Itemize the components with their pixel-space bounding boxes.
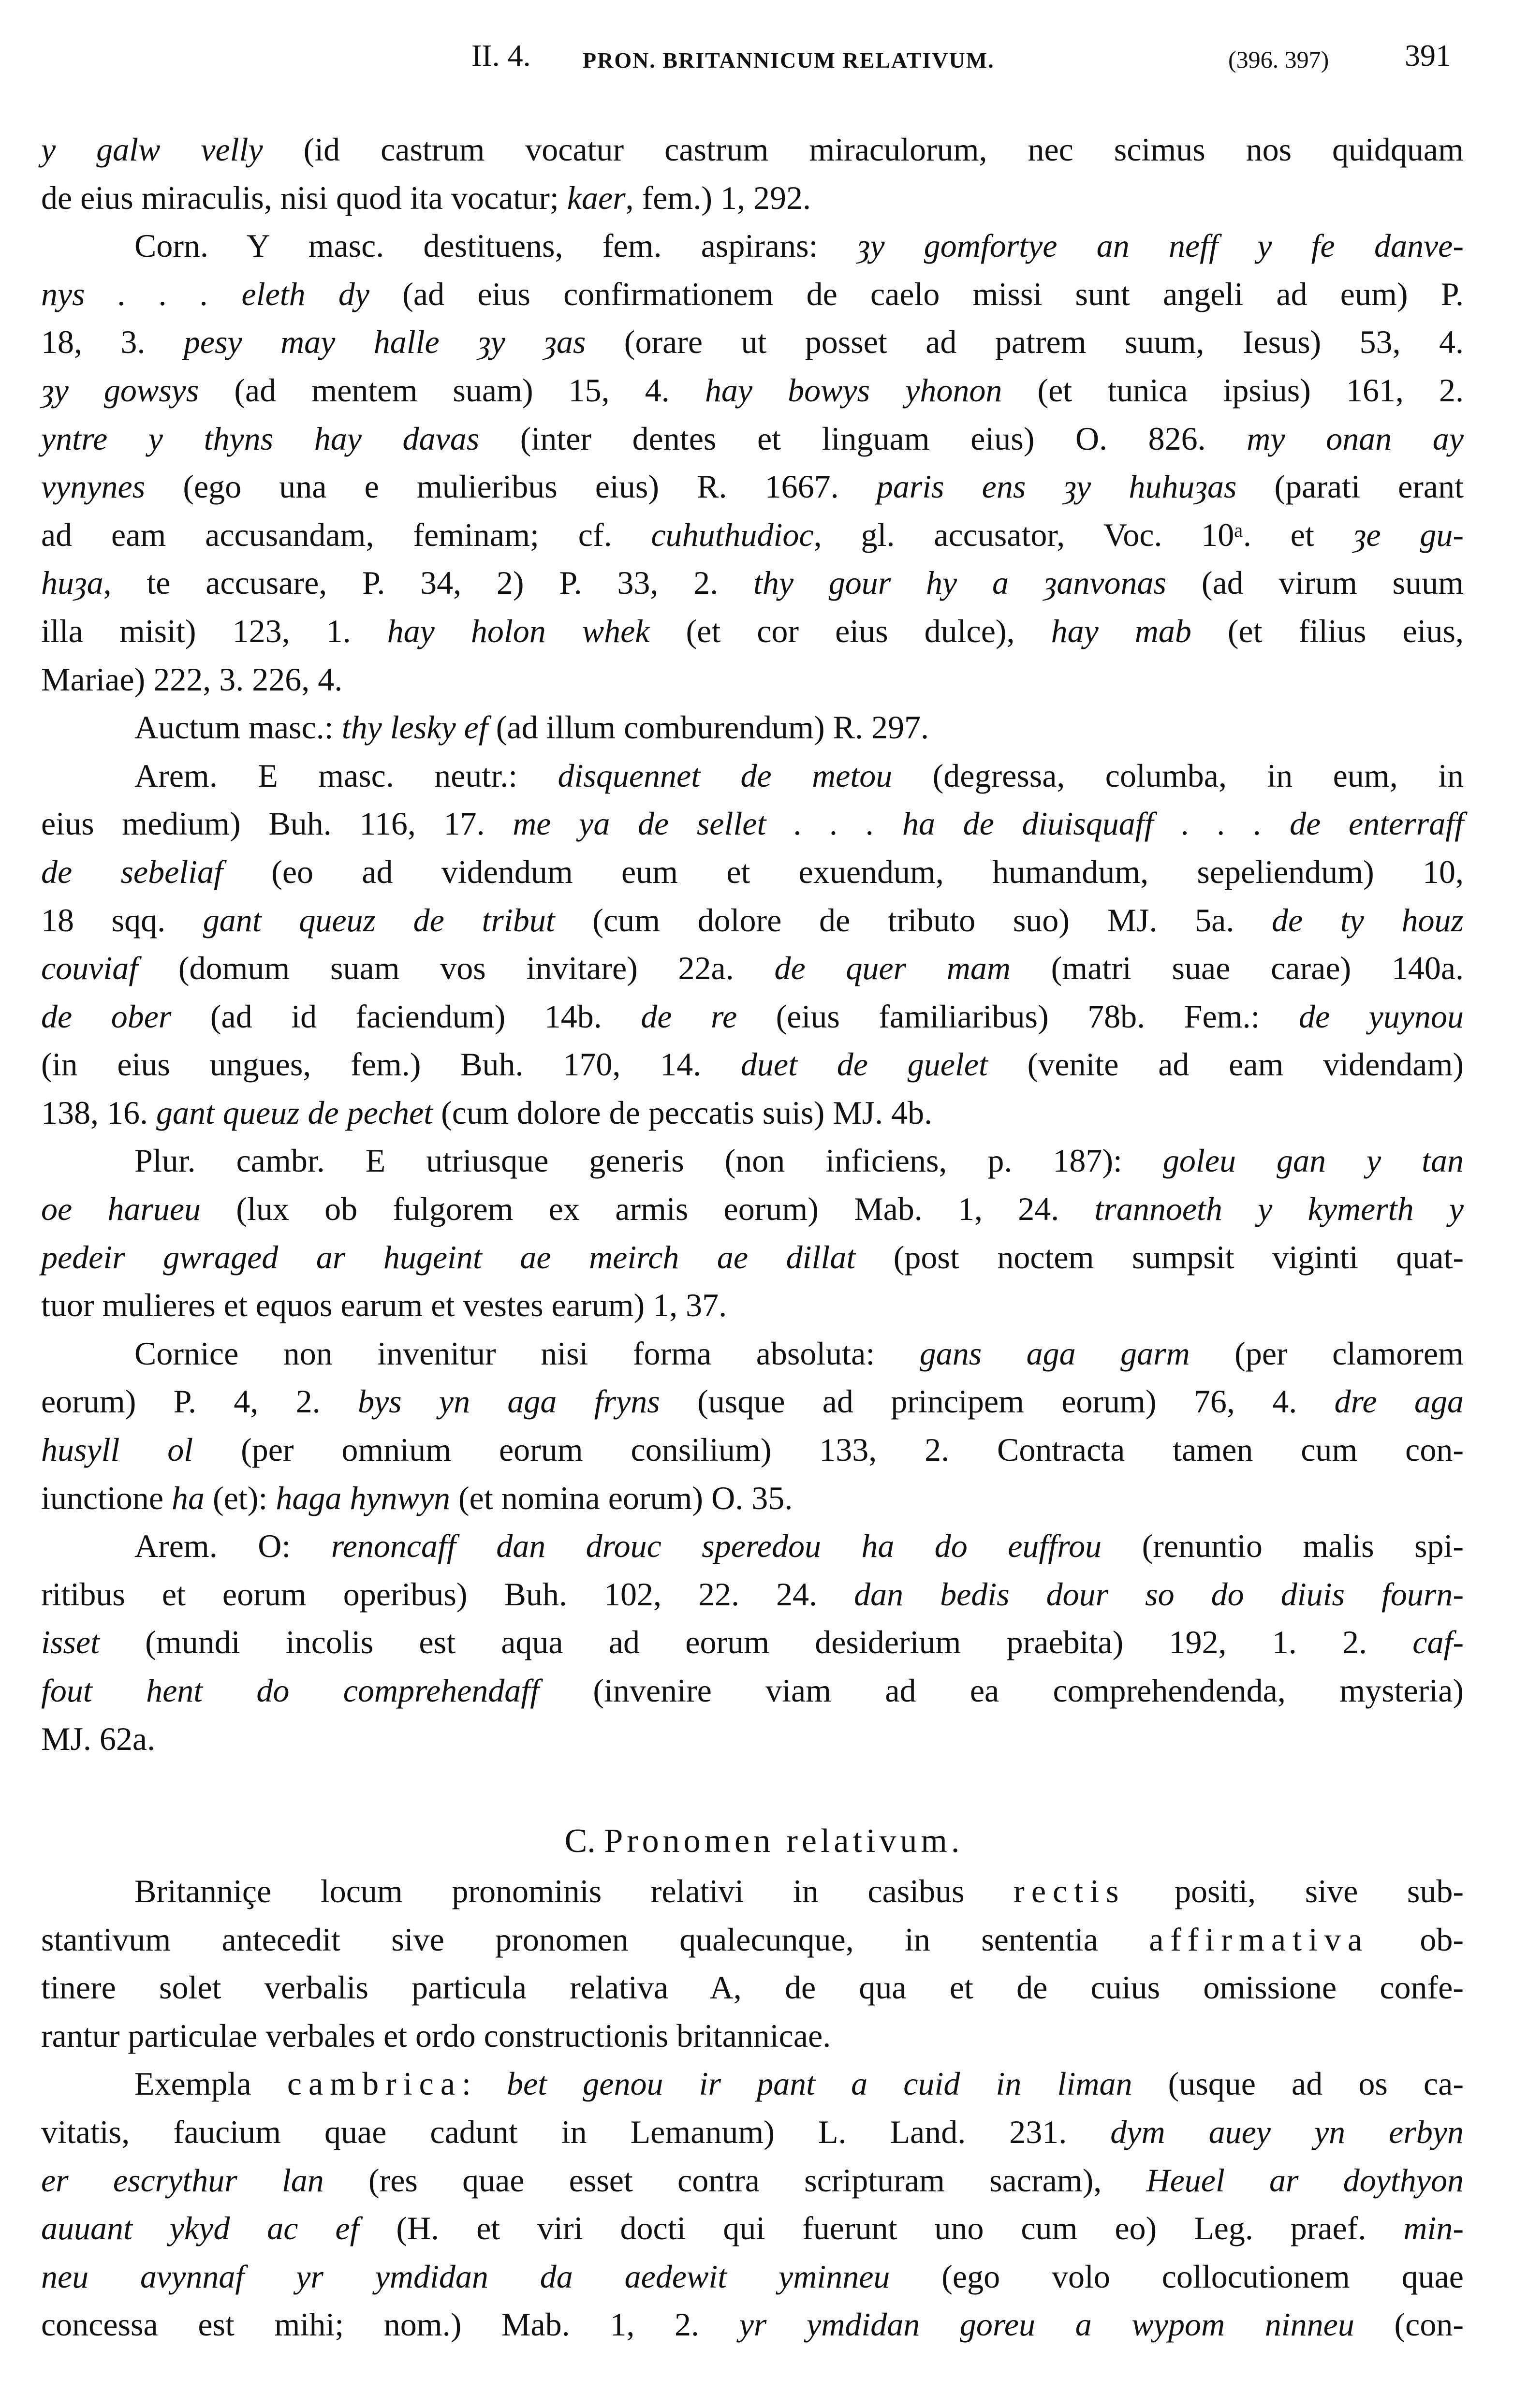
text-line <box>41 367 1464 415</box>
latin-text: vitatis, faucium quae cadunt in Lemanum) L. Land. 231. <box>41 2113 1111 2150</box>
welsh-breton-example: er escrythur lan <box>41 2161 324 2199</box>
welsh-breton-example: pedeir gwraged ar hugeint ae meirch ae dillat <box>41 1238 856 1276</box>
welsh-breton-example: fout hent do comprehendaff <box>41 1672 540 1709</box>
welsh-breton-example: hay holon whek <box>387 612 650 649</box>
welsh-breton-example: goleu gan y tan <box>1162 1142 1464 1179</box>
latin-text: (eius familiaribus) 78b. Fem.: <box>737 998 1299 1035</box>
text-line <box>41 1426 1464 1474</box>
spaced-emphasis: affirmativa <box>1149 1921 1369 1958</box>
text-line <box>41 1378 1464 1426</box>
latin-text: (per omnium eorum consilium) 133, 2. Contracta tamen cum con- <box>193 1431 1464 1468</box>
latin-text: ob- <box>1369 1921 1464 1958</box>
section-letter: C. <box>564 1822 596 1860</box>
latin-text: de eius miraculis, nisi quod ita vocatur; <box>41 179 567 216</box>
latin-text: (post noctem sumpsit viginti quat- <box>855 1238 1464 1276</box>
latin-text: Plur. cambr. E utriusque generis (non inficiens, p. 187): <box>134 1142 1163 1179</box>
text-line <box>41 318 1464 367</box>
welsh-breton-example: thy gour hy a ȝanvonas <box>753 564 1167 602</box>
text-line <box>41 1867 1464 1916</box>
latin-text: (in eius ungues, fem.) Buh. 170, 14. <box>41 1046 741 1083</box>
latin-text: (usque ad principem eorum) 76, 4. <box>660 1383 1335 1420</box>
latin-text: 18 sqq. <box>41 901 203 939</box>
text-line <box>41 2301 1464 2349</box>
section-heading <box>0 1817 1528 1865</box>
latin-text: (inter dentes et linguam eius) O. 826. <box>479 420 1247 457</box>
latin-text: (ad virum suum <box>1166 564 1464 602</box>
latin-text: (per clamorem <box>1190 1335 1464 1372</box>
text-line <box>41 848 1464 896</box>
welsh-breton-example: de yuynou <box>1298 998 1464 1035</box>
welsh-breton-example: renoncaff dan drouc speredou ha do euffrou <box>331 1527 1102 1565</box>
latin-text: rantur particulae verbales et ordo constructionis britannicae. <box>41 2017 831 2054</box>
latin-text: : <box>462 2065 507 2102</box>
text-line <box>41 656 1464 704</box>
latin-text: Arem. E masc. neutr.: <box>134 757 558 794</box>
latin-text: (res quae esset contra scripturam sacram), <box>323 2161 1146 2199</box>
welsh-breton-example: gant queuz de tribut <box>203 901 555 939</box>
welsh-breton-example: hay bowys yhonon <box>705 371 1002 409</box>
welsh-breton-example: vynynes <box>41 468 146 505</box>
latin-text: (con- <box>1354 2306 1464 2343</box>
welsh-breton-example: bet genou ir pant a cuid in liman <box>507 2065 1132 2102</box>
text-line <box>41 222 1464 270</box>
latin-text: ritibus et eorum operibus) Buh. 102, 22. 24. <box>41 1575 854 1613</box>
welsh-breton-example: dym auey yn erbyn <box>1110 2113 1464 2150</box>
text-line <box>41 2060 1464 2108</box>
welsh-breton-example: ha <box>172 1479 205 1516</box>
latin-text: (cum dolore de peccatis suis) MJ. 4b. <box>433 1094 933 1131</box>
welsh-breton-example: hay mab <box>1051 612 1191 649</box>
latin-text: positi, sive sub- <box>1125 1873 1464 1909</box>
latin-text: Auctum masc.: <box>134 709 342 746</box>
welsh-breton-example: de ty houz <box>1272 901 1464 939</box>
latin-text: iunctione <box>41 1479 172 1516</box>
latin-text: (degressa, columba, in eum, in <box>892 757 1464 794</box>
latin-text: (orare ut posset ad patrem suum, Iesus) 53, 4. <box>586 323 1464 361</box>
text-line <box>41 1964 1464 2012</box>
welsh-breton-example: de sebeliaf <box>41 853 223 890</box>
latin-text: (ego una e mulieribus eius) R. 1667. <box>145 468 877 505</box>
latin-text: (venite ad eam videndam) <box>987 1046 1464 1083</box>
latin-text: eorum) P. 4, 2. <box>41 1383 358 1420</box>
welsh-breton-example: yntre y thyns hay davas <box>41 420 480 457</box>
text-line <box>41 607 1464 656</box>
text-line <box>41 1041 1464 1089</box>
welsh-breton-example: haga hynwyn <box>276 1479 451 1516</box>
text-line <box>41 174 1464 222</box>
latin-text: (et tunica ipsius) 161, 2. <box>1002 371 1464 409</box>
latin-text: Arem. O: <box>134 1527 331 1565</box>
welsh-breton-example: de quer mam <box>774 950 1011 987</box>
welsh-breton-example: couviaf <box>41 950 138 987</box>
latin-text: Corn. Y masc. destituens, fem. aspirans: <box>134 227 857 264</box>
latin-text: (et): <box>205 1479 276 1516</box>
welsh-breton-example: thy lesky ef <box>341 709 488 746</box>
welsh-breton-example: nys . . . eleth dy <box>41 275 370 312</box>
text-line <box>41 1618 1464 1667</box>
latin-text: (ad mentem suam) 15, 4. <box>199 371 705 409</box>
text-line <box>41 896 1464 945</box>
text-line <box>41 2157 1464 2205</box>
spaced-emphasis: cambrica <box>287 2065 462 2102</box>
latin-text: tuor mulieres et equos earum et vestes earum) 1, 37. <box>41 1287 727 1324</box>
text-line <box>41 1667 1464 1715</box>
latin-text: ad eam accusandam, feminam; cf. <box>41 516 651 553</box>
text-line <box>41 1330 1464 1378</box>
text-line <box>41 1233 1464 1282</box>
welsh-breton-example: oe harueu <box>41 1190 201 1228</box>
text-line <box>41 1715 1464 1763</box>
latin-text: stantivum antecedit sive pronomen qualecunque, in sententia <box>41 1921 1149 1958</box>
text-line <box>41 993 1464 1041</box>
welsh-breton-example: gans aga garm <box>919 1335 1190 1372</box>
text-line <box>41 2204 1464 2253</box>
header-section: II. 4. <box>471 38 531 73</box>
text-line <box>41 944 1464 993</box>
latin-text: (et filius eius, <box>1191 612 1464 649</box>
text-block-demonstrative <box>41 126 1464 1763</box>
text-line <box>41 800 1464 848</box>
welsh-breton-example: disquennet de metou <box>558 757 893 794</box>
welsh-breton-example: gant queuz de pechet <box>156 1094 433 1131</box>
text-line <box>41 1522 1464 1571</box>
latin-text: , gl. accusator, Voc. 10ᵃ. et <box>813 516 1353 553</box>
welsh-breton-example: auuant ykyd ac ef <box>41 2210 359 2247</box>
text-line <box>41 1571 1464 1619</box>
header-title: PRON. BRITANNICUM RELATIVUM. <box>583 48 995 73</box>
welsh-breton-example: y galw velly <box>41 131 263 168</box>
welsh-breton-example: paris ens ȝy huhuȝas <box>876 468 1237 505</box>
welsh-breton-example: ȝy gomfortye an neff y fe danve- <box>857 227 1464 264</box>
text-line <box>41 1916 1464 1964</box>
latin-text: Cornice non invenitur nisi forma absoluta: <box>134 1335 920 1372</box>
header-paragraph-refs: (396. 397) <box>1228 46 1329 73</box>
latin-text: illa misit) 123, 1. <box>41 612 387 649</box>
welsh-breton-example: huȝa <box>41 564 103 602</box>
latin-text: concessa est mihi; nom.) Mab. 1, 2. <box>41 2306 739 2343</box>
latin-text: 138, 16. <box>41 1094 156 1131</box>
latin-text: , fem.) 1, 292. <box>625 179 811 216</box>
latin-text: (ad id faciendum) 14b. <box>171 998 641 1035</box>
welsh-breton-example: min- <box>1403 2210 1464 2247</box>
latin-text: , te accusare, P. 34, 2) P. 33, 2. <box>103 564 753 602</box>
text-line <box>41 1137 1464 1185</box>
welsh-breton-example: dan bedis dour so do diuis fourn- <box>854 1575 1464 1613</box>
welsh-breton-example: caf- <box>1412 1624 1464 1661</box>
welsh-breton-example: duet de guelet <box>740 1046 988 1083</box>
welsh-breton-example: isset <box>41 1624 100 1661</box>
latin-text: (id castrum vocatur castrum miraculorum, nec scimus nos quidquam <box>263 131 1464 168</box>
welsh-breton-example: pesy may halle ȝy ȝas <box>183 323 586 361</box>
welsh-breton-example: neu avynnaf yr ymdidan da aedewit yminneu <box>41 2258 890 2295</box>
latin-text: Exempla <box>134 2065 287 2102</box>
latin-text: (invenire viam ad ea comprehendenda, mysteria) <box>539 1672 1464 1709</box>
latin-text: 18, 3. <box>41 323 184 361</box>
welsh-breton-example: my onan ay <box>1247 420 1464 457</box>
welsh-breton-example: Heuel ar doythyon <box>1146 2161 1464 2199</box>
latin-text: Mariae) 222, 3. 226, 4. <box>41 661 343 698</box>
latin-text: (et cor eius dulce), <box>649 612 1051 649</box>
latin-text: MJ. 62a. <box>41 1720 156 1757</box>
welsh-breton-example: de re <box>641 998 737 1035</box>
latin-text: (parati erant <box>1236 468 1464 505</box>
latin-text: (H. et viri docti qui fuerunt uno cum eo) Leg. praef. <box>359 2210 1404 2247</box>
welsh-breton-example: de ober <box>41 998 172 1035</box>
latin-text: Britanniçe locum pronominis relativi in casibus <box>134 1873 1014 1909</box>
text-line <box>41 415 1464 463</box>
latin-text: (usque ad os ca- <box>1132 2065 1464 2102</box>
latin-text: (cum dolore de tributo suo) MJ. 5a. <box>555 901 1272 939</box>
latin-text: (domum suam vos invitare) 22a. <box>138 950 775 987</box>
welsh-breton-example: yr ymdidan goreu a wypom ninneu <box>739 2306 1354 2343</box>
latin-text: (ad illum comburendum) R. 297. <box>487 709 929 746</box>
latin-text: (eo ad videndum eum et exuendum, humandum, sepeliendum) 10, <box>222 853 1464 890</box>
text-line <box>41 704 1464 752</box>
latin-text: tinere solet verbalis particula relativa A, de qua et de cuius omissione confe- <box>41 1969 1464 2006</box>
text-line <box>41 1281 1464 1330</box>
welsh-breton-example: husyll ol <box>41 1431 193 1468</box>
section-title: Pronomen relativum. <box>604 1822 964 1860</box>
text-line <box>41 1089 1464 1137</box>
latin-text: eius medium) Buh. 116, 17. <box>41 805 513 842</box>
text-line <box>41 2108 1464 2157</box>
welsh-breton-example: trannoeth y kymerth y <box>1094 1190 1464 1228</box>
welsh-breton-example: me ya de sellet . . . ha de diuisquaff . . . de enterraff <box>513 805 1464 842</box>
latin-text: (ego volo collocutionem quae <box>890 2258 1464 2295</box>
text-block-relative <box>41 1867 1464 2349</box>
text-line <box>41 1185 1464 1233</box>
welsh-breton-example: ȝe gu- <box>1353 516 1464 553</box>
welsh-breton-example: ȝy gowsys <box>41 371 199 409</box>
welsh-breton-example: dre aga <box>1334 1383 1464 1420</box>
latin-text: (matri suae carae) 140a. <box>1010 950 1464 987</box>
latin-text: (lux ob fulgorem ex armis eorum) Mab. 1, 24. <box>201 1190 1095 1228</box>
welsh-breton-example: bys yn aga fryns <box>357 1383 660 1420</box>
latin-text: (renuntio malis spi- <box>1102 1527 1464 1565</box>
text-line <box>41 1474 1464 1523</box>
latin-text: (ad eius confirmationem de caelo missi sunt angeli ad eum) P. <box>369 275 1464 312</box>
welsh-breton-example: cuhuthudioc <box>651 516 814 553</box>
text-line <box>41 752 1464 800</box>
text-line <box>41 2012 1464 2060</box>
text-line <box>41 270 1464 319</box>
text-line <box>41 126 1464 174</box>
latin-text: (mundi incolis est aqua ad eorum desiderium praebita) 192, 1. 2. <box>99 1624 1413 1661</box>
welsh-breton-example: kaer <box>567 179 626 216</box>
text-line <box>41 2253 1464 2301</box>
page-number: 391 <box>1405 38 1451 73</box>
text-line <box>41 463 1464 511</box>
latin-text: (et nomina eorum) O. 35. <box>450 1479 793 1516</box>
text-line <box>41 511 1464 559</box>
spaced-emphasis: rectis <box>1014 1873 1126 1909</box>
text-line <box>41 559 1464 607</box>
